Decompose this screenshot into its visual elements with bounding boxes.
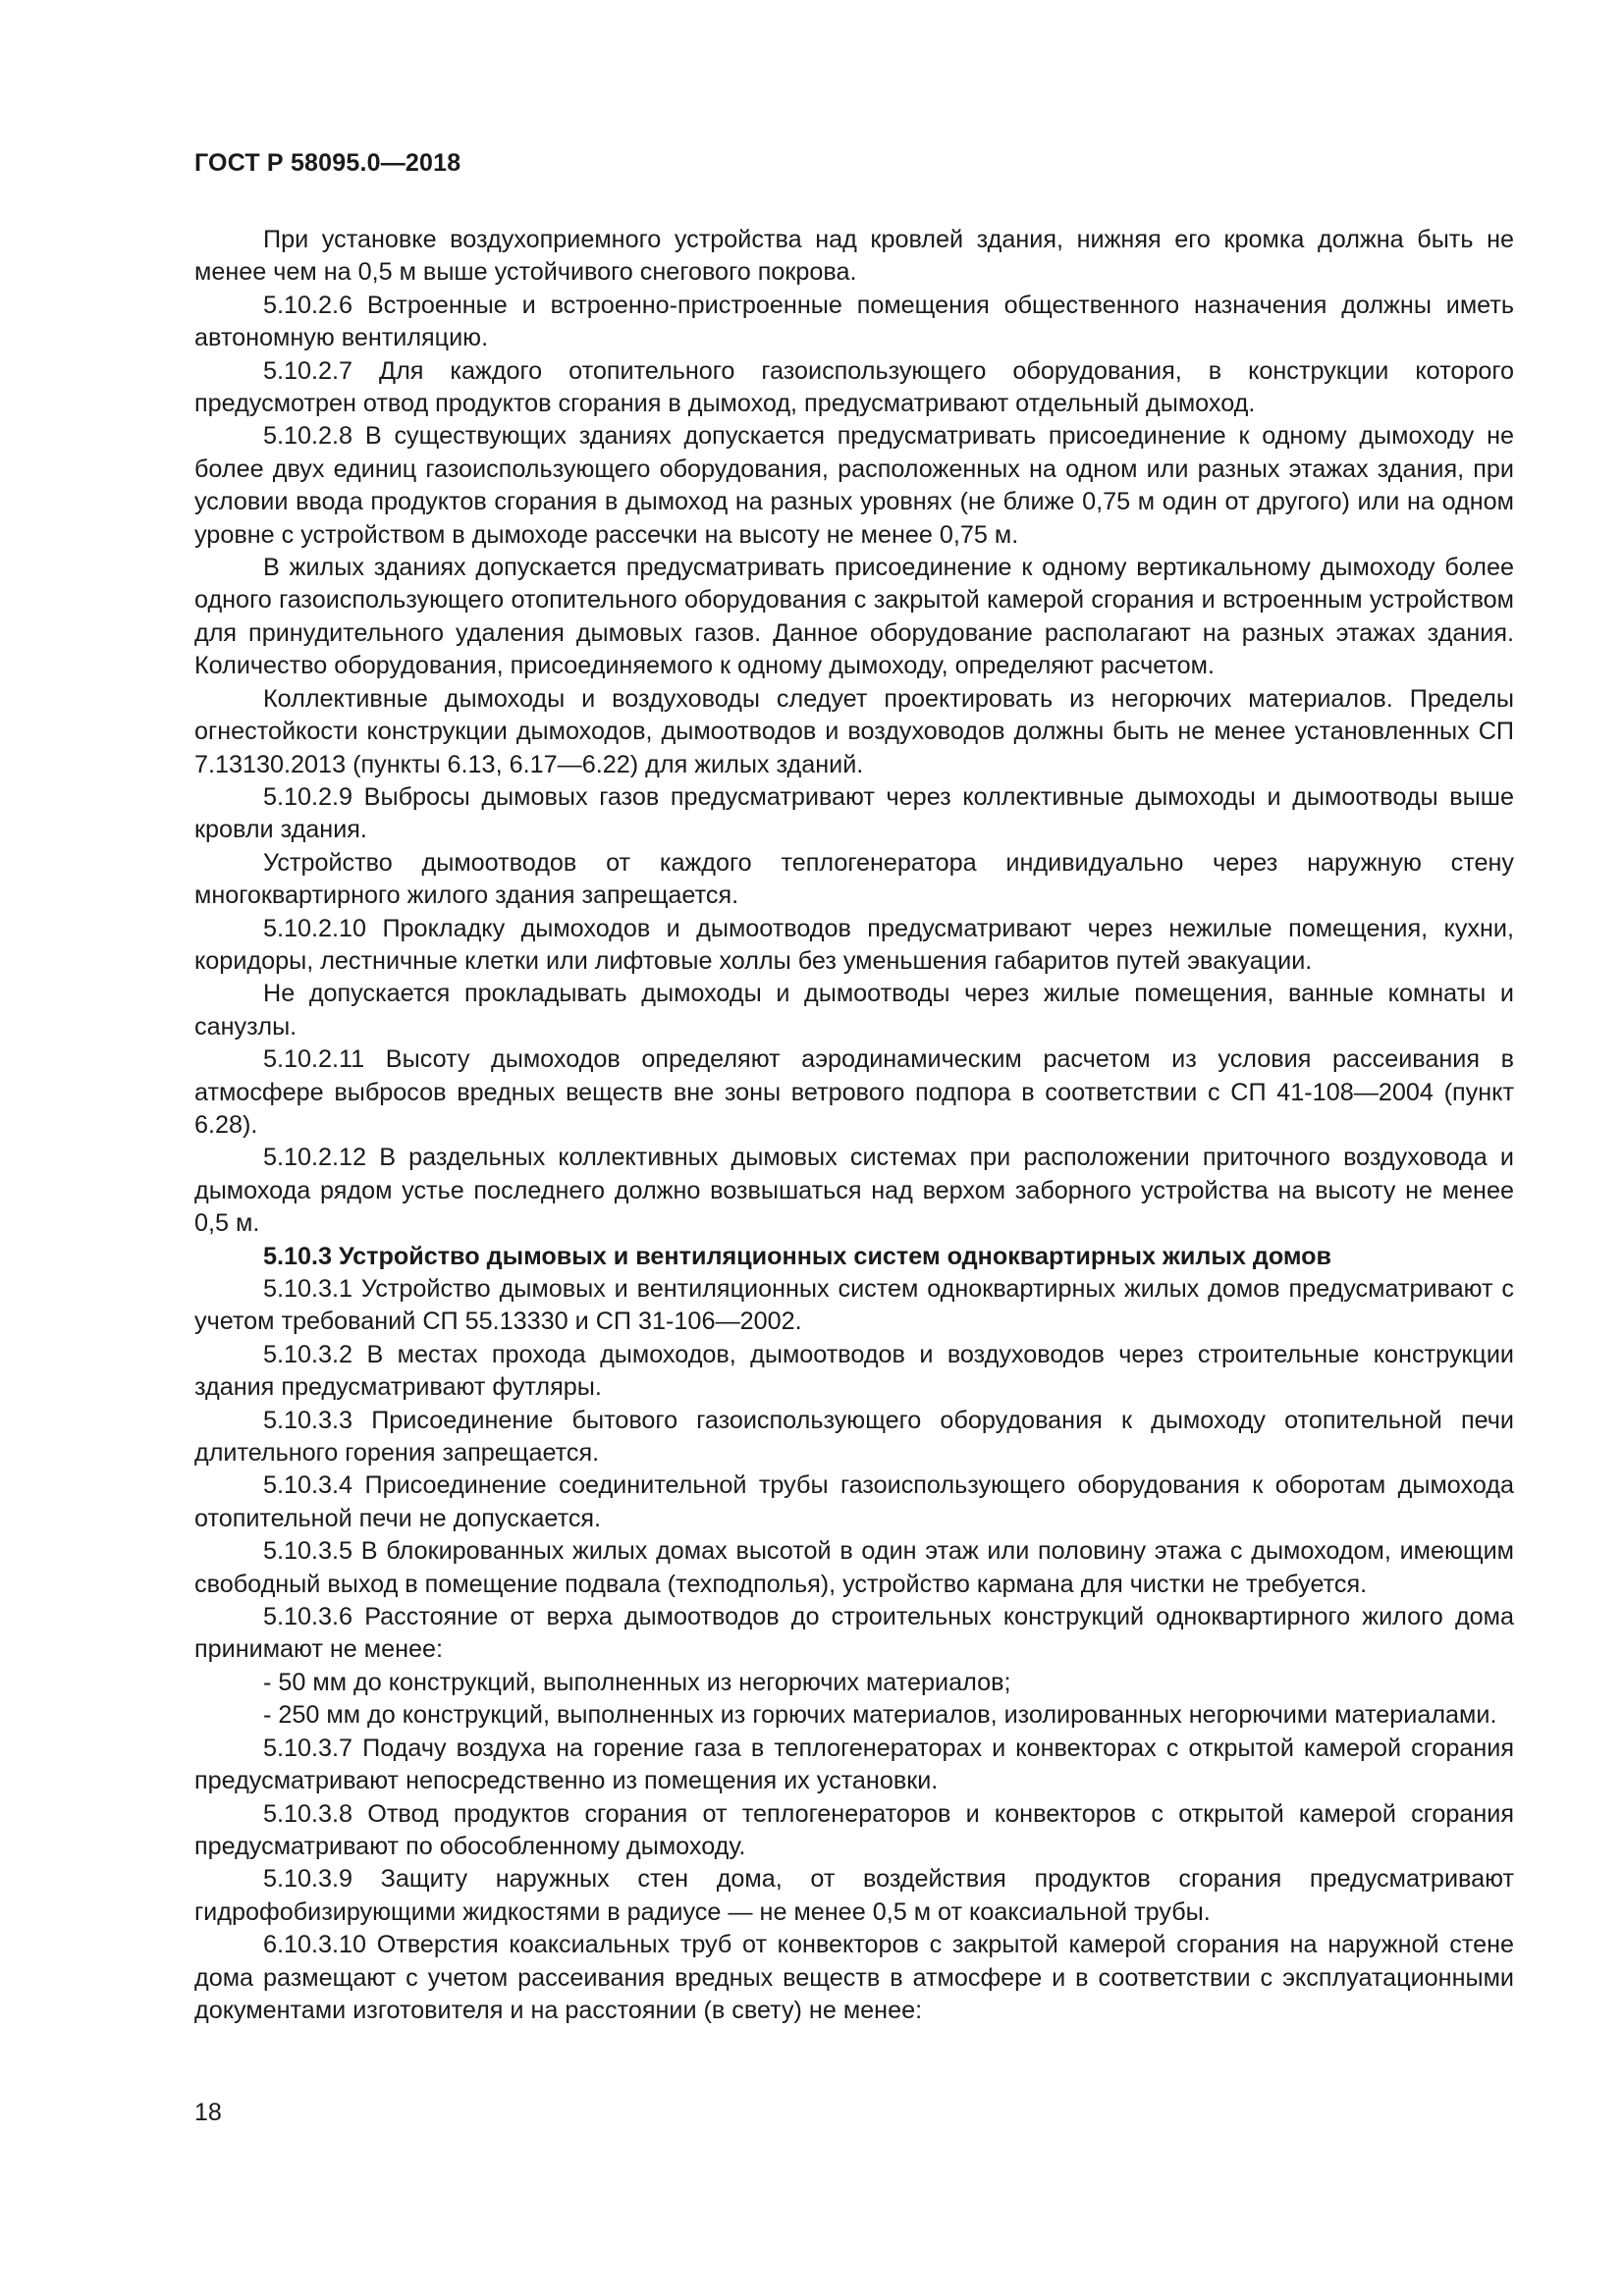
paragraph: 5.10.3.7 Подачу воздуха на горение газа в теплогенераторах и конвекторах с открытой камерой сгорания предусматривают непосредственно из помещения их установки.: [194, 1734, 1514, 1795]
paragraph: Коллективные дымоходы и воздуховоды следует проектировать из негорючих материалов. Пределы огнестойкости конструкции дымоходов, дымоотводов и воздуховодов должны быть не менее установленных СП 7.13130.2013 (пункты 6.13, 6.17—6.22) для жилых зданий.: [194, 684, 1514, 778]
paragraph: При установке воздухоприемного устройства над кровлей здания, нижняя его кромка должна быть не менее чем на 0,5 м выше устойчивого снегового покрова.: [194, 226, 1514, 287]
document-header: ГОСТ Р 58095.0—2018: [194, 149, 461, 177]
paragraph: 5.10.2.6 Встроенные и встроенно-пристроенные помещения общественного назначения должны иметь автономную вентиляцию.: [194, 291, 1514, 352]
paragraph: 5.10.3.2 В местах прохода дымоходов, дымоотводов и воздуховодов через строительные конструкции здания предусматривают футляры.: [194, 1340, 1514, 1402]
paragraph: 5.10.3.6 Расстояние от верха дымоотводов до строительных конструкций одноквартирного жилого дома принимают не менее:: [194, 1603, 1514, 1664]
paragraph: 5.10.3.9 Защиту наружных стен дома, от воздействия продуктов сгорания предусматривают гидрофобизирующими жидкостями в радиусе — не менее 0,5 м от коаксиальной трубы.: [194, 1865, 1514, 1926]
paragraph: Устройство дымоотводов от каждого теплогенератора индивидуально через наружную стену многоквартирного жилого здания запрещается.: [194, 848, 1514, 910]
list-item: - 250 мм до конструкций, выполненных из горючих материалов, изолированных негорючими материалами.: [263, 1701, 1497, 1730]
paragraph: В жилых зданиях допускается предусматривать присоединение к одному вертикальному дымоходу более одного газоиспользующего отопительного оборудования с закрытой камерой сгорания и встроенным устройством для принудительного удаления дымовых газов. Данное оборудование располагают на разных этажах здания. Количество оборудования, присоединяемого к одному дымоходу, определяют расчетом.: [194, 554, 1514, 680]
paragraph: 5.10.2.7 Для каждого отопительного газоиспользующего оборудования, в конструкции которого предусмотрен отвод продуктов сгорания в дымоход, предусматривают отдельный дымоход.: [194, 356, 1514, 418]
paragraph: 5.10.2.12 В раздельных коллективных дымовых системах при расположении приточного воздуховода и дымохода рядом устье последнего должно возвышаться над верхом заборного устройства на высоту не менее 0,5 м.: [194, 1144, 1514, 1238]
paragraph: 5.10.2.10 Прокладку дымоходов и дымоотводов предусматривают через нежилые помещения, кухни, коридоры, лестничные клетки или лифтовые холлы без уменьшения габаритов путей эвакуации.: [194, 914, 1514, 975]
paragraph: 5.10.2.11 Высоту дымоходов определяют аэродинамическим расчетом из условия рассеивания в атмосфере выбросов вредных веществ вне зоны ветрового подпора в соответствии с СП 41-108—2004 (пункт 6.28).: [194, 1045, 1514, 1139]
section-heading: 5.10.3 Устройство дымовых и вентиляционных систем одноквартирных жилых домов: [263, 1242, 1332, 1270]
paragraph: 5.10.3.5 В блокированных жилых домах высотой в один этаж или половину этажа с дымоходом, имеющим свободный выход в помещение подвала (техподполья), устройство кармана для чистки не требуется.: [194, 1537, 1514, 1598]
paragraph: 5.10.2.9 Выбросы дымовых газов предусматривают через коллективные дымоходы и дымоотводы выше кровли здания.: [194, 782, 1514, 844]
paragraph: 6.10.3.10 Отверстия коаксиальных труб от конвекторов с закрытой камерой сгорания на наружной стене дома размещают с учетом рассеивания вредных веществ в атмосфере и в соответствии с эксплуатационными документами изготовителя и на расстоянии (в свету) не менее:: [194, 1931, 1514, 2024]
paragraph: 5.10.3.3 Присоединение бытового газоиспользующего оборудования к дымоходу отопительной печи длительного горения запрещается.: [194, 1406, 1514, 1468]
paragraph: Не допускается прокладывать дымоходы и дымоотводы через жилые помещения, ванные комнаты и санузлы.: [194, 980, 1514, 1041]
document-body: [194, 224, 1514, 2027]
paragraph: 5.10.3.4 Присоединение соединительной трубы газоиспользующего оборудования к оборотам дымохода отопительной печи не допускается.: [194, 1471, 1514, 1532]
paragraph: 5.10.3.8 Отвод продуктов сгорания от теплогенераторов и конвекторов с открытой камерой сгорания предусматривают по обособленному дымоходу.: [194, 1799, 1514, 1860]
list-item: - 50 мм до конструкций, выполненных из негорючих материалов;: [263, 1668, 1011, 1696]
page-number: 18: [194, 2099, 222, 2126]
paragraph: 5.10.2.8 В существующих зданиях допускается предусматривать присоединение к одному дымоходу не более двух единиц газоиспользующего оборудования, расположенных на одном или разных этажах здания, при условии ввода продуктов сгорания в дымоход на разных уровнях (не ближе 0,75 м один от другого) или на одном уровне с устройством в дымоходе рассечки на высоту не менее 0,75 м.: [194, 422, 1514, 549]
paragraph: 5.10.3.1 Устройство дымовых и вентиляционных систем одноквартирных жилых домов предусматривают с учетом требований СП 55.13330 и СП 31-106—2002.: [194, 1275, 1514, 1336]
